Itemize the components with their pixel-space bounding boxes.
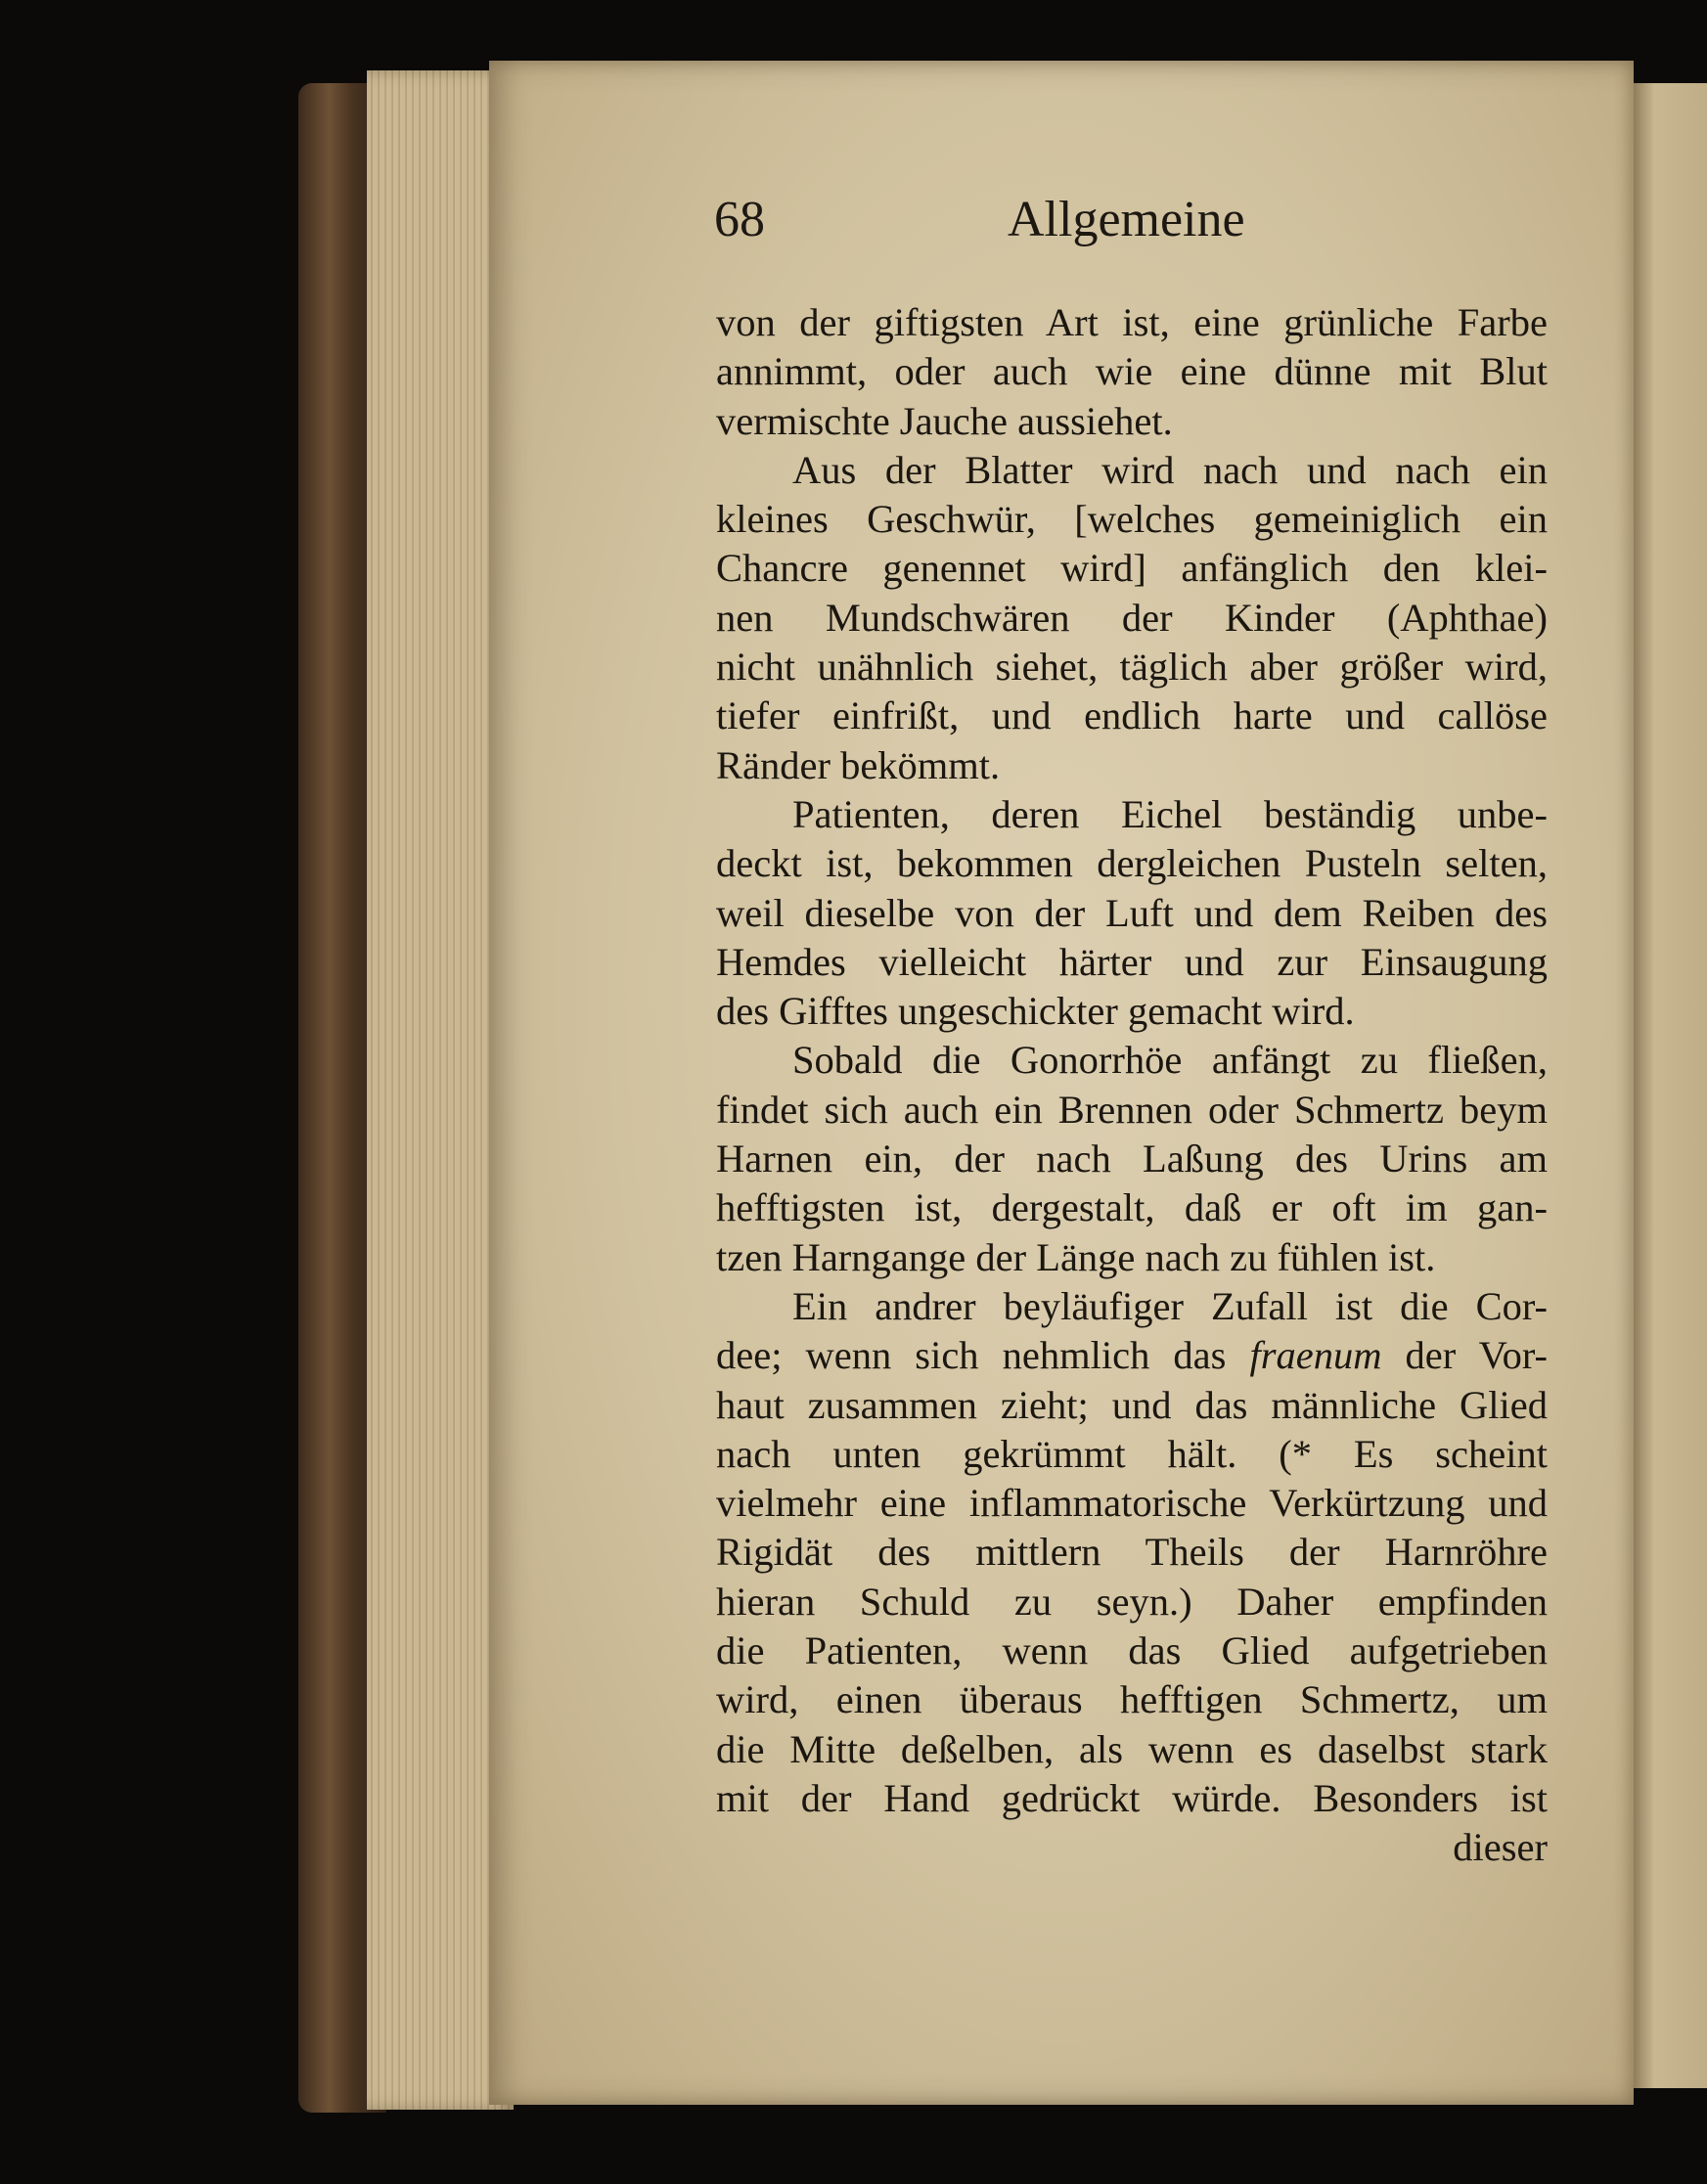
text-line: weil dieselbe von der Luft und dem Reiben des xyxy=(716,890,1548,935)
text-line: findet sich auch ein Brennen oder Schmertz beym xyxy=(716,1087,1548,1132)
text-line: annimmt, oder auch wie eine dünne mit Blut xyxy=(716,349,1548,394)
text-line: wird, einen überaus hefftigen Schmertz, um xyxy=(716,1677,1548,1722)
text-line: nen Mundschwären der Kinder (Aphthae) xyxy=(716,595,1548,640)
text-line xyxy=(716,1331,1548,1380)
page-header xyxy=(714,191,1555,269)
text-line: vermischte Jauche aussiehet. xyxy=(716,398,1173,443)
text-line: mit der Hand gedrückt würde. Besonders ist xyxy=(716,1775,1548,1820)
text-line: Patienten, deren Eichel beständig unbe- xyxy=(792,791,1548,836)
text-line: die Mitte deßelben, als wenn es daselbst stark xyxy=(716,1726,1548,1771)
text-line: Ein andrer beyläufiger Zufall ist die Cor- xyxy=(792,1283,1548,1328)
text-line: Ränder bekömmt. xyxy=(716,742,1001,787)
text-line: nach unten gekrümmt hält. (* Es scheint xyxy=(716,1431,1548,1476)
text-line: vielmehr eine inflammatorische Verkürtzung und xyxy=(716,1481,1548,1526)
text-line: von der giftigsten Art ist, eine grünliche Farbe xyxy=(716,300,1548,344)
text-line: Chancre genennet wird] anfänglich den klei- xyxy=(716,546,1548,591)
text-line: Sobald die Gonorrhöe anfängt zu fließen, xyxy=(792,1038,1548,1083)
running-head: Allgemeine xyxy=(1008,192,1245,247)
page-number: 68 xyxy=(714,192,765,247)
body-text xyxy=(716,298,1548,1873)
text-line: Harnen ein, der nach Laßung des Urins am xyxy=(716,1137,1548,1181)
text-line: des Gifftes ungeschickter gemacht wird. xyxy=(716,989,1355,1034)
text-line: Aus der Blatter wird nach und nach ein xyxy=(792,447,1548,492)
catchword: dieser xyxy=(1453,1825,1548,1870)
text-line: nicht unähnlich siehet, täglich aber größer wird, xyxy=(716,645,1548,690)
facing-page-edge xyxy=(1632,83,1707,2088)
text-segment: der Vor- xyxy=(1405,1333,1549,1378)
italic-term: fraenum xyxy=(1249,1333,1382,1378)
text-segment: dee; wenn sich nehmlich das xyxy=(716,1333,1227,1378)
text-line: hefftigsten ist, dergestalt, daß er oft im gan- xyxy=(716,1185,1548,1230)
text-line: deckt ist, bekommen dergleichen Pusteln selten, xyxy=(716,841,1548,886)
text-line: kleines Geschwür, [welches gemeiniglich ein xyxy=(716,497,1548,542)
text-line: hieran Schuld zu seyn.) Daher empfinden xyxy=(716,1579,1548,1624)
text-line: die Patienten, wenn das Glied aufgetrieben xyxy=(716,1628,1548,1673)
text-line: haut zusammen zieht; und das männliche Glied xyxy=(716,1382,1548,1427)
text-line: Rigidät des mittlern Theils der Harnröhre xyxy=(716,1530,1548,1575)
text-line: Hemdes vielleicht härter und zur Einsaugung xyxy=(716,939,1548,984)
text-line: tiefer einfrißt, und endlich harte und callöse xyxy=(716,693,1548,738)
text-line: tzen Harngange der Länge nach zu fühlen ist. xyxy=(716,1234,1436,1279)
